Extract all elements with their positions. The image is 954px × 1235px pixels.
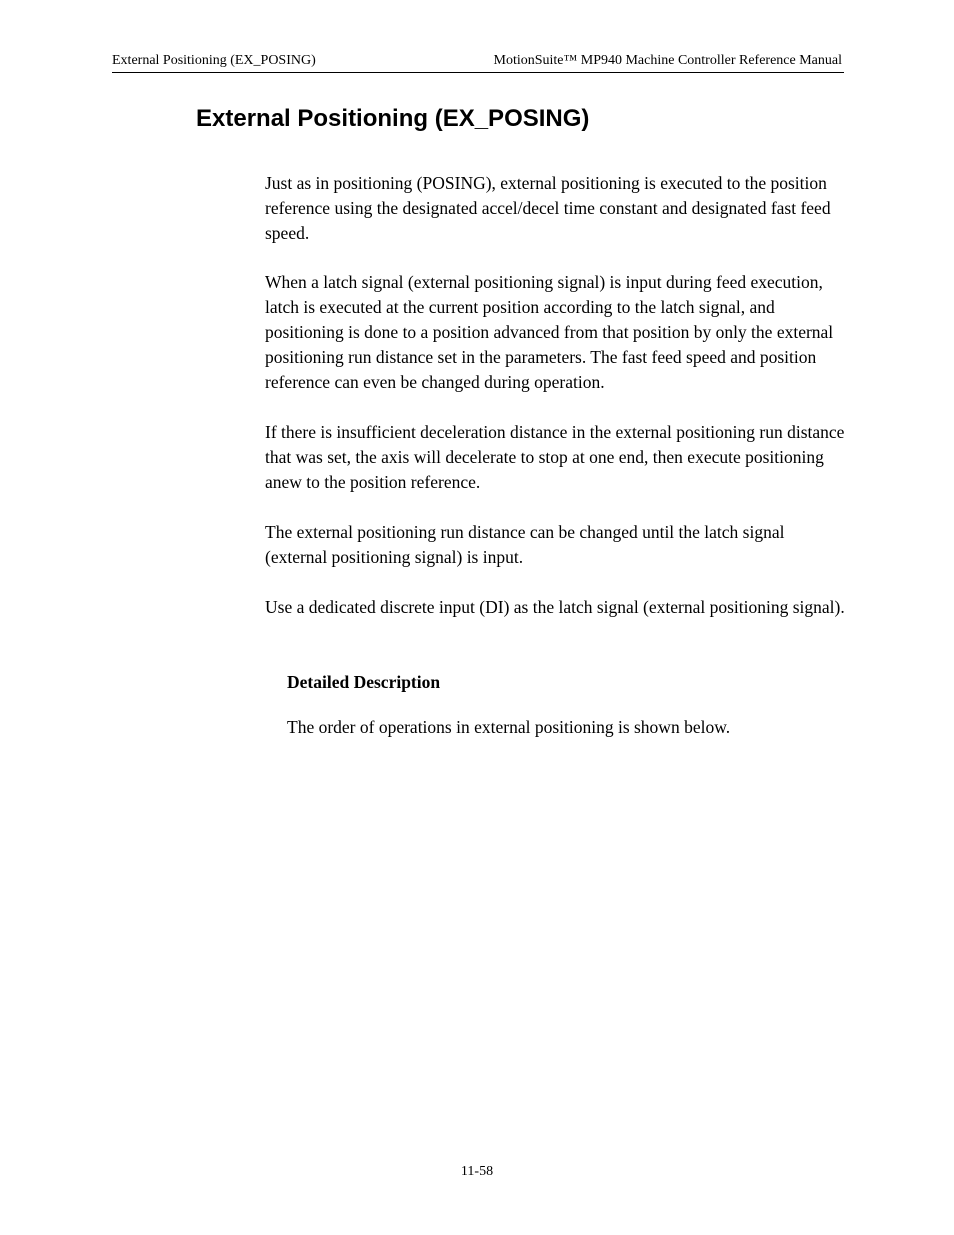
running-header bbox=[112, 52, 844, 73]
paragraph-discrete-input: Use a dedicated discrete input (DI) as the latch signal (external positioning signal). bbox=[265, 597, 845, 617]
paragraph-detailed-description: The order of operations in external positioning is shown below. bbox=[287, 717, 731, 737]
paragraph-deceleration: If there is insufficient deceleration distance in the external positioning run distance that was set, the axis will decelerate to stop at one end, then execute positioning anew to the position reference. bbox=[265, 422, 845, 492]
paragraph-latch-signal: When a latch signal (external positioning signal) is input during feed execution, latch is executed at the current position according to the latch signal, and positioning is done to a position advanced from that position by only the external positioning run distance set in the parameters. The fast feed speed and position reference can even be changed during operation. bbox=[265, 272, 834, 392]
header-manual-title: MotionSuite™ MP940 Machine Controller Reference Manual bbox=[493, 53, 842, 68]
paragraph-intro: Just as in positioning (POSING), external positioning is executed to the position reference using the designated accel/decel time constant and designated fast feed speed. bbox=[265, 173, 831, 243]
section-heading-detailed-description: Detailed Description bbox=[287, 672, 441, 692]
header-section-title: External Positioning (EX_POSING) bbox=[112, 53, 316, 68]
page-title: External Positioning (EX_POSING) bbox=[196, 105, 590, 132]
paragraph-run-distance: The external positioning run distance can be changed until the latch signal (external positioning signal) is input. bbox=[265, 522, 785, 567]
page-number: 11-58 bbox=[460, 1164, 494, 1179]
